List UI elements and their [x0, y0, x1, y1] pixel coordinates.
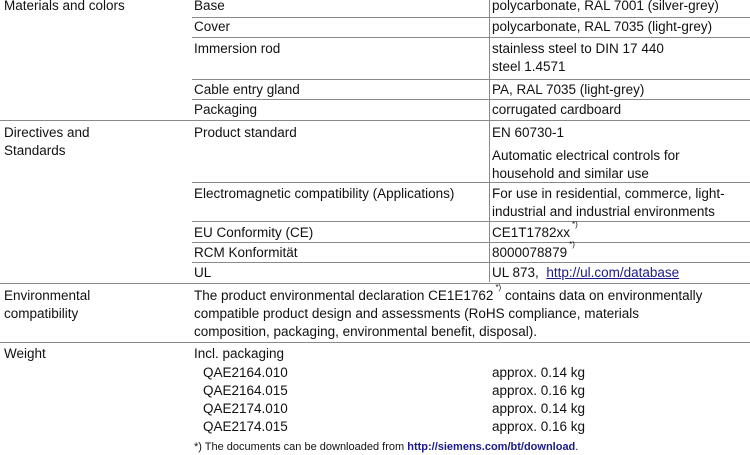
product-standard-desc-line2: household and similar use: [492, 166, 649, 181]
weight-model: QAE2174.010: [203, 401, 288, 416]
product-standard-value: EN 60730-1: [492, 125, 565, 140]
footnote-marker: *): [569, 239, 575, 249]
section-divider: [0, 342, 750, 343]
weight-value: approx. 0.16 kg: [492, 419, 586, 434]
environmental-text: [194, 282, 703, 341]
weight-model: QAE2174.015: [203, 419, 288, 434]
product-standard-label: Product standard: [194, 125, 297, 140]
cable-gland-value: PA, RAL 7035 (light-grey): [492, 82, 645, 97]
section-divider: [0, 283, 750, 284]
row-divider: [192, 37, 750, 38]
rcm-value: [492, 239, 575, 262]
weight-value: approx. 0.14 kg: [492, 401, 586, 416]
footnote-text: *) The documents can be downloaded from: [194, 441, 405, 453]
emc-label: Electromagnetic compatibility (Applications): [194, 186, 455, 201]
section-weight-label: Weight: [4, 346, 46, 361]
rcm-label: RCM Konformität: [194, 245, 298, 260]
packaging-label: Packaging: [194, 102, 258, 117]
footnote: [194, 440, 578, 454]
ce-value-text: CE1T1782xx: [492, 225, 571, 240]
section-directives-label: [4, 124, 90, 160]
environmental-line1: [194, 282, 703, 305]
environmental-line3: composition, packaging, environmental benefit, disposal).: [194, 324, 537, 339]
section-directives-line2: Standards: [4, 143, 66, 158]
ul-label: UL: [194, 265, 212, 280]
section-environmental-line1: Environmental: [4, 288, 91, 303]
cable-gland-label: Cable entry gland: [194, 82, 300, 97]
weight-value: approx. 0.14 kg: [492, 365, 586, 380]
cover-value: polycarbonate, RAL 7035 (light-grey): [492, 19, 713, 34]
section-directives-line1: Directives and: [4, 125, 90, 140]
product-standard-desc-line1: Automatic electrical controls for: [492, 148, 680, 163]
section-environmental-label: [4, 287, 90, 323]
base-value: polycarbonate, RAL 7001 (silver-grey): [492, 0, 719, 13]
weight-value: approx. 0.16 kg: [492, 383, 586, 398]
footnote-end: .: [575, 441, 579, 453]
base-label: Base: [194, 0, 225, 13]
ce-label: EU Conformity (CE): [194, 225, 314, 240]
environmental-line1-part1: The product environmental declaration CE1E1762: [194, 288, 494, 303]
immersion-rod-value-line1: stainless steel to DIN 17 440: [492, 41, 664, 56]
packaging-value: corrugated cardboard: [492, 102, 622, 117]
ul-value: [492, 264, 679, 282]
immersion-rod-value-line2: steel 1.4571: [492, 59, 566, 74]
row-divider: [192, 242, 750, 243]
footnote-marker: *): [572, 219, 578, 229]
immersion-rod-label: Immersion rod: [194, 41, 281, 56]
row-divider: [192, 262, 750, 263]
ce-value: [492, 219, 578, 242]
weight-header: Incl. packaging: [194, 346, 285, 361]
footnote-marker: *): [495, 282, 502, 292]
section-environmental-line2: compatibility: [4, 306, 79, 321]
section-divider: [0, 120, 750, 121]
environmental-line2: compatible product design and assessments (RoHS compliance, materials: [194, 306, 639, 321]
emc-value-line2: industrial and industrial environments: [492, 204, 715, 219]
emc-value: [492, 185, 725, 221]
ul-database-link[interactable]: http://ul.com/database: [546, 265, 680, 280]
environmental-line1-part2: contains data on environmentally: [504, 288, 703, 303]
weight-model: QAE2164.010: [203, 365, 288, 380]
product-standard-description: [492, 147, 680, 183]
row-divider: [192, 221, 750, 222]
immersion-rod-value: [492, 40, 664, 76]
row-divider: [192, 79, 750, 80]
emc-value-line1: For use in residential, commerce, light-: [492, 186, 725, 201]
rcm-value-text: 8000078879: [492, 245, 568, 260]
section-materials-label: Materials and colors: [4, 0, 125, 13]
cover-label: Cover: [194, 19, 231, 34]
column-divider: [489, 0, 490, 282]
ul-value-text: UL 873,: [492, 265, 539, 280]
weight-model: QAE2164.015: [203, 383, 288, 398]
download-link[interactable]: http://siemens.com/bt/download: [407, 441, 576, 453]
row-divider: [192, 99, 750, 100]
